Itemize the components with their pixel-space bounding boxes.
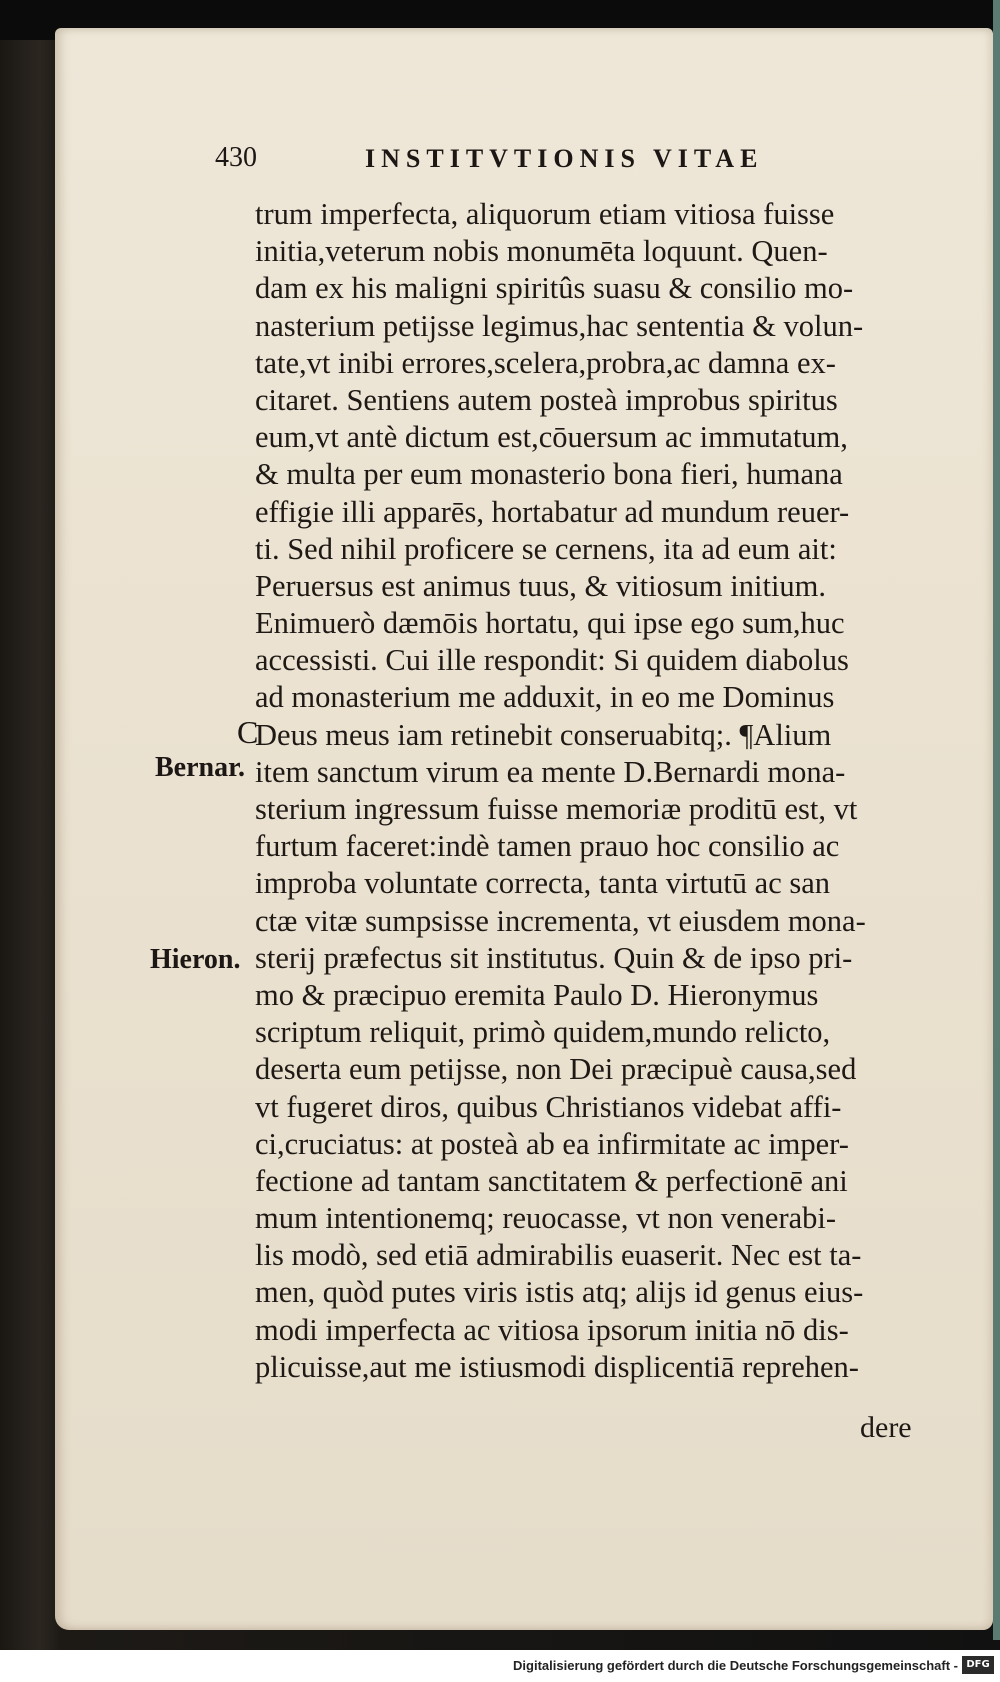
text-line: men, quòd putes viris istis atq; alijs id genus eius- <box>255 1275 864 1310</box>
text-line: plicuisse,aut me istiusmodi displicentiā reprehen- <box>255 1349 859 1384</box>
page-header <box>215 142 915 182</box>
dfg-logo-icon: DFG <box>962 1656 994 1674</box>
margin-note-hieron: Hieron. <box>150 944 241 975</box>
text-line: trum imperfecta, aliquorum etiam vitiosa fuisse <box>255 197 835 231</box>
text-line: effigie illi apparēs, hortabatur ad mundum reuer- <box>255 494 850 529</box>
body-text <box>255 196 965 1386</box>
text-line: mo & præcipuo eremita Paulo D. Hieronymus <box>255 977 819 1012</box>
margin-note-bernar: Bernar. <box>155 752 245 783</box>
catchword: dere <box>860 1411 912 1444</box>
text-line: citaret. Sentiens autem posteà improbus spiritus <box>255 382 838 417</box>
text-line: vt fugeret diros, quibus Christianos videbat affi- <box>255 1089 842 1124</box>
text-line: mum intentionemq; reuocasse, vt non venerabi- <box>255 1201 837 1236</box>
text-line: deserta eum petijsse, non Dei præcipuè causa,sed <box>255 1052 857 1087</box>
text-line: dam ex his maligni spiritûs suasu & consilio mo- <box>255 271 854 306</box>
text-line: eum,vt antè dictum est,cōuersum ac immutatum, <box>255 420 848 455</box>
text-line: Peruersus est animus tuus, & vitiosum initium. <box>255 568 827 603</box>
text-line: ctæ vitæ sumpsisse incrementa, vt eiusdem mona- <box>255 903 866 938</box>
running-title: INSTITVTIONIS VITAE <box>365 144 764 173</box>
text-line: modi imperfecta ac vitiosa ipsorum initia nō dis- <box>255 1312 849 1347</box>
text-line: Enimuerò dæmōis hortatu, qui ipse ego sum,huc <box>255 606 845 641</box>
page-edge <box>993 0 1000 1640</box>
margin-letter: C <box>237 714 259 750</box>
text-line: initia,veterum nobis monumēta loquunt. Quen- <box>255 234 828 269</box>
text-line: item sanctum virum ea mente D.Bernardi mona- <box>255 754 846 789</box>
text-line: ti. Sed nihil proficere se cernens, ita ad eum ait: <box>255 531 837 566</box>
digitization-footer <box>0 1650 1000 1682</box>
text-line: scriptum reliquit, primò quidem,mundo relicto, <box>255 1015 831 1050</box>
text-line: tate,vt inibi errores,scelera,probra,ac damna ex- <box>255 345 836 380</box>
page-number: 430 <box>215 142 257 173</box>
footer-credit: Digitalisierung gefördert durch die Deutsche Forschungsgemeinschaft - <box>513 1658 958 1673</box>
text-line: ad monasterium me adduxit, in eo me Dominus <box>255 680 835 715</box>
text-line: & multa per eum monasterio bona fieri, humana <box>255 457 843 492</box>
text-line: nasterium petijsse legimus,hac sententia & volun- <box>255 308 864 343</box>
text-line: ci,cruciatus: at posteà ab ea infirmitate ac imper- <box>255 1126 849 1161</box>
text-line: sterij præfectus sit institutus. Quin & de ipso pri- <box>255 940 853 975</box>
text-line: lis modò, sed etiā admirabilis euaserit. Nec est ta- <box>255 1238 862 1273</box>
text-line: Deus meus iam retinebit conseruabitq;. ¶Alium <box>255 717 832 752</box>
text-line: fectione ad tantam sanctitatem & perfectionē ani <box>255 1163 848 1198</box>
text-line: furtum faceret:indè tamen prauo hoc consilio ac <box>255 829 840 864</box>
text-line: improba voluntate correcta, tanta virtutū ac san <box>255 866 831 901</box>
text-line: sterium ingressum fuisse memoriæ proditū est, vt <box>255 792 858 826</box>
text-line: accessisti. Cui ille respondit: Si quidem diabolus <box>255 643 849 678</box>
